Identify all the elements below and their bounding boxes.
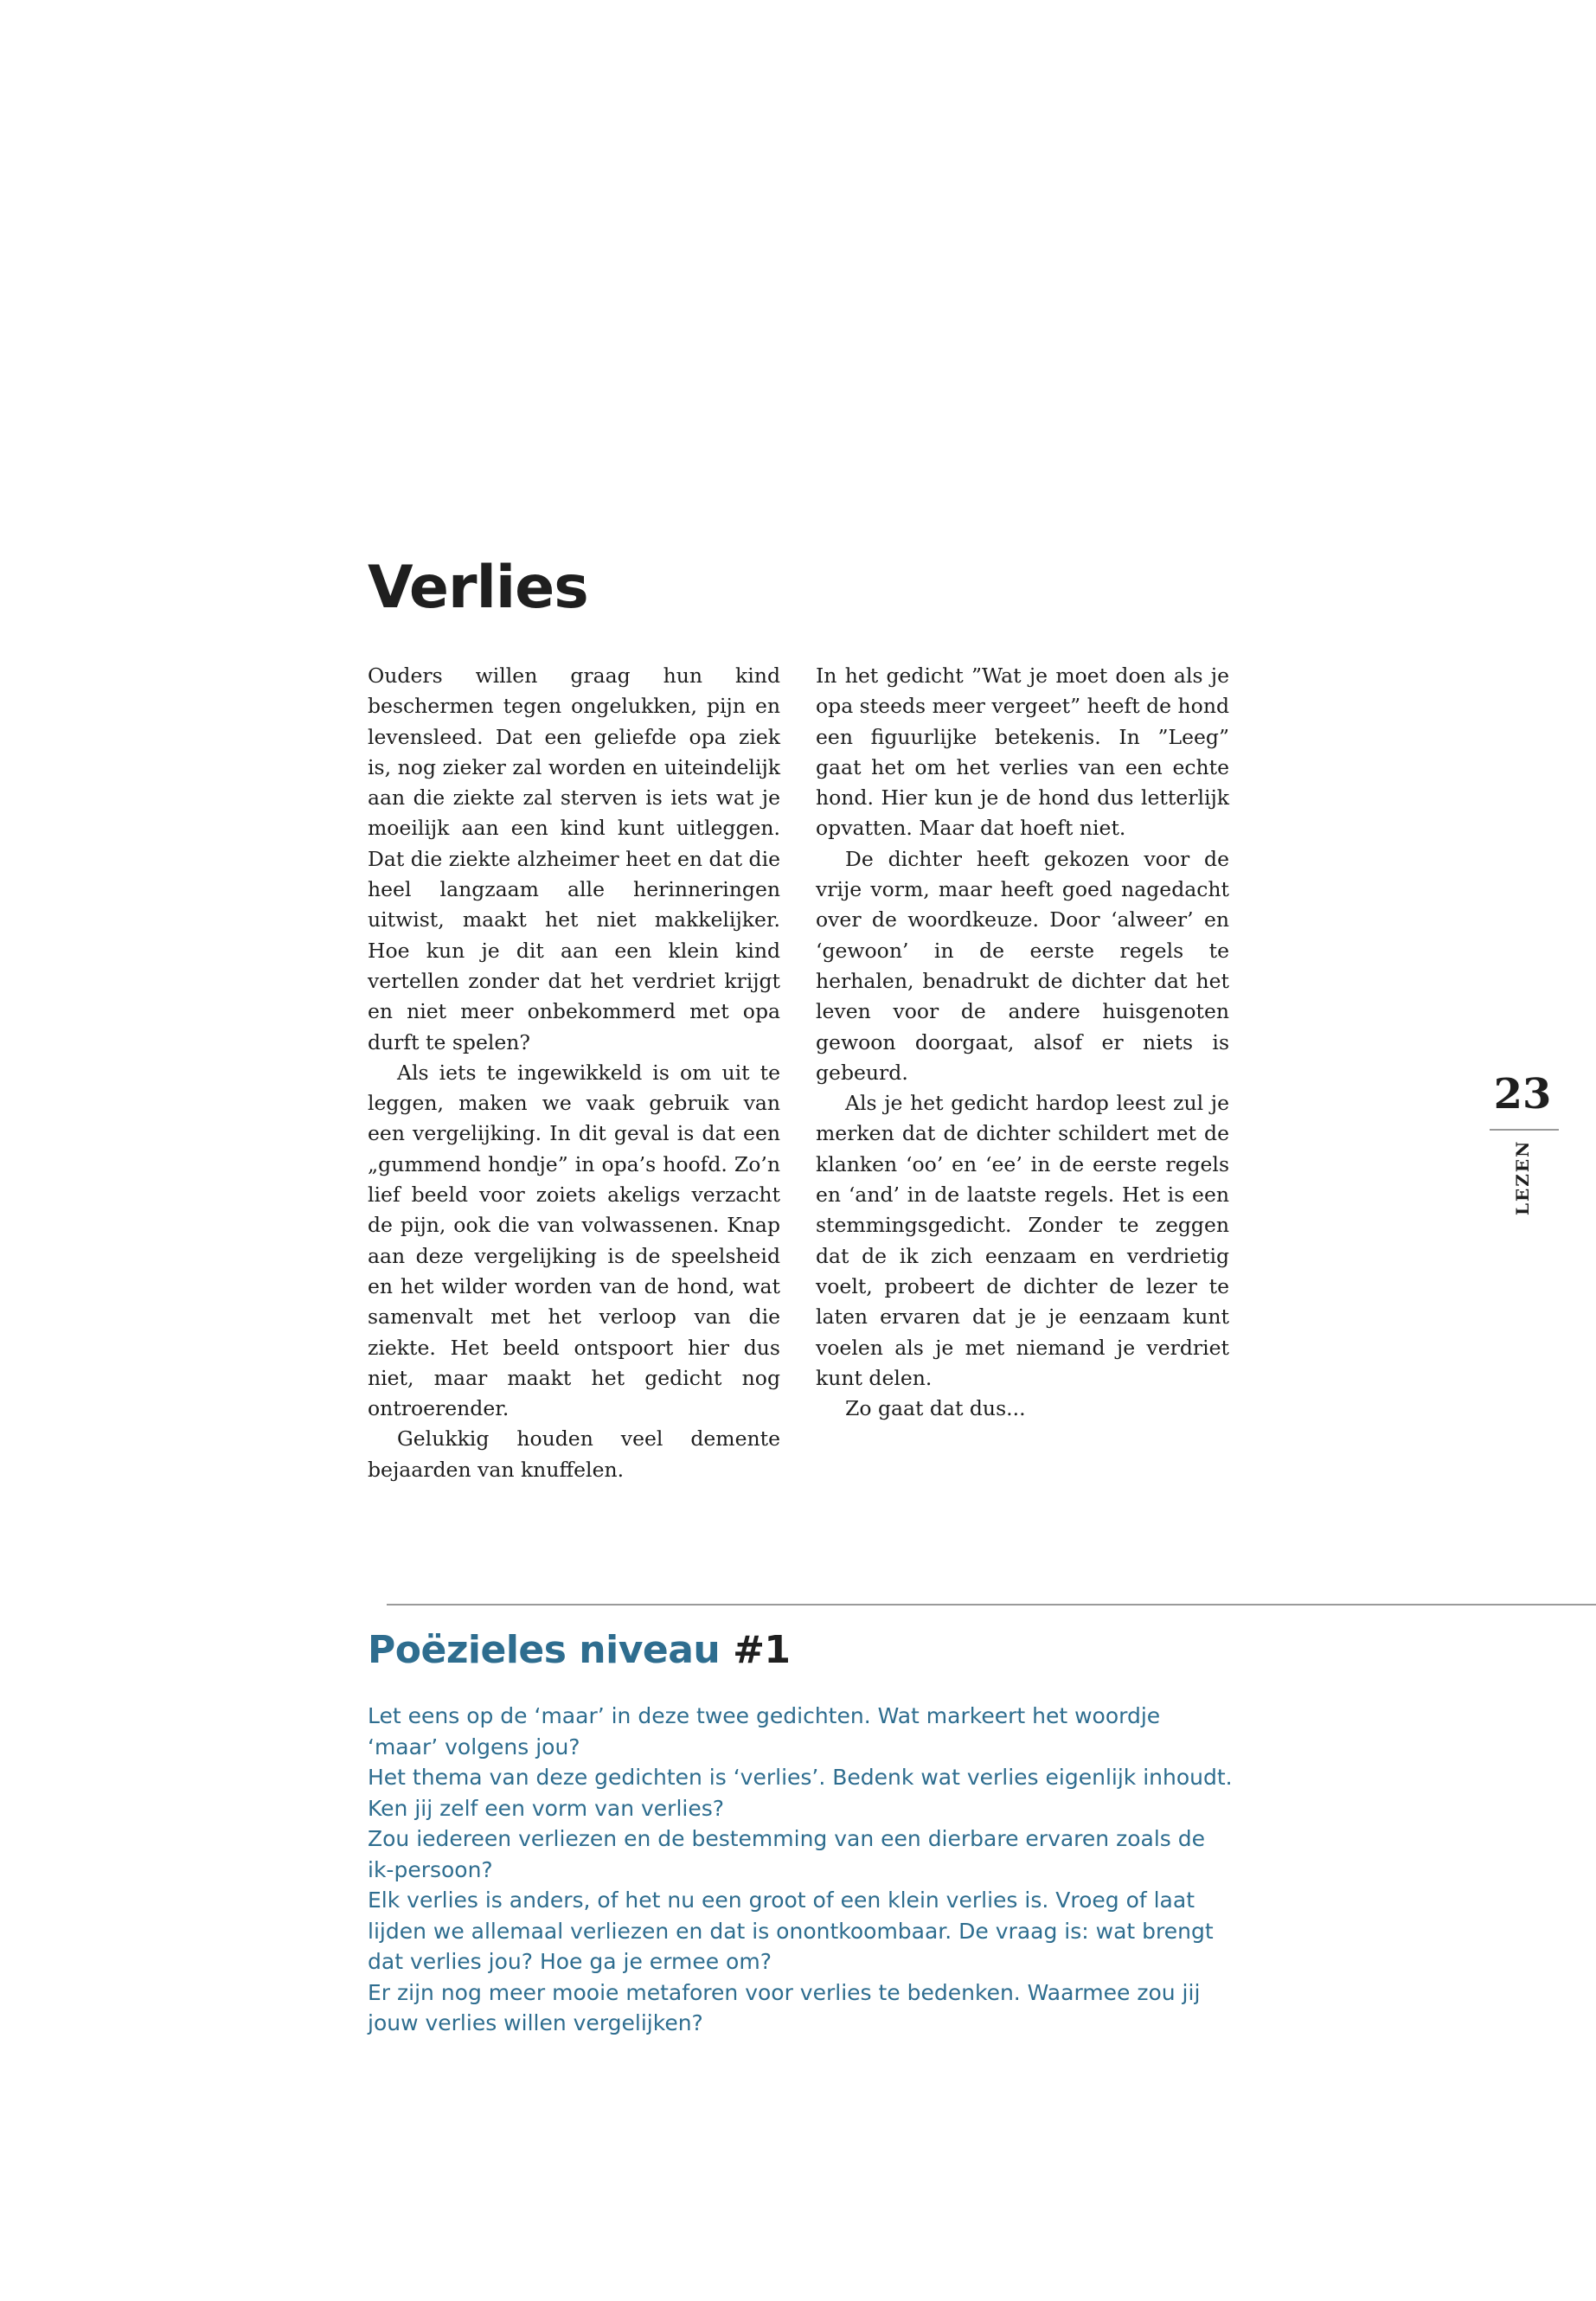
article-title: Verlies: [368, 554, 588, 622]
question-item: Zou iedereen verliezen en de bestemming van een dierbare ervaren zoals de ik-persoon?: [368, 1826, 1205, 1882]
paragraph: In het gedicht ”Wat je moet doen als je opa steeds meer vergeet” heeft de hond een figuurlijke betekenis. In ”Leeg” gaat het om het verlies van een echte hond. Hier kun je de hond dus letterlijk opvatten. Maar dat hoeft niet.: [816, 663, 1230, 841]
question-item: Let eens op de ‘maar’ in deze twee gedichten. Wat markeert het woordje ‘maar’ volgens jou?: [368, 1703, 1161, 1759]
section-label: LEZEN: [1512, 1139, 1533, 1215]
question-item: Er zijn nog meer mooie metaforen voor verlies te bedenken. Waarmee zou jij jouw verlies willen vergelijken?: [368, 1979, 1201, 2035]
question-item: Het thema van deze gedichten is ‘verlies’. Bedenk wat verlies eigenlijk inhoudt. Ken jij zelf een vorm van verlies?: [368, 1765, 1233, 1821]
article-right-column: [816, 661, 1229, 1424]
poetry-lesson-heading: [368, 1623, 791, 1678]
paragraph: De dichter heeft gekozen voor de vrije vorm, maar heeft goed nagedacht over de woordkeuze. Door ‘alweer’ en ‘gewoon’ in de eerste regels te herhalen, benadrukt de dichter dat het leven voor de andere huisgenoten gewoon doorgaat, alsof er niets is gebeurd.: [816, 846, 1229, 1085]
poetry-lesson-heading-main: Poëzieles niveau: [368, 1628, 721, 1672]
paragraph: Ouders willen graag hun kind beschermen tegen ongelukken, pijn en levensleed. Dat een geliefde opa ziek is, nog zieker zal worden en uiteindelijk aan die ziekte zal sterven is iets wat je moeilijk aan een kind kunt uitleggen. Dat die ziekte alzheimer heet en dat die heel langzaam alle herinneringen uitwist, maakt het niet makkelijker. Hoe kun je dit aan een klein kind vertellen zonder dat het verdriet krijgt en niet meer onbekommerd met opa durft te spelen?: [368, 663, 780, 1054]
page-number: 23: [1493, 1070, 1552, 1118]
page-number-rule: [1490, 1129, 1559, 1131]
paragraph: Zo gaat dat dus...: [845, 1396, 1026, 1421]
paragraph: Als je het gedicht hardop leest zul je merken dat de dichter schildert met de klanken ‘oo’ en ‘ee’ in de eerste regels en ‘and’ in de laatste regels. Het is een stemmingsgedicht. Zonder te zeggen dat de ik zich eenzaam en verdrietig voelt, probeert de dichter de lezer te laten ervaren dat je je eenzaam kunt voelen als je met niemand je verdriet kunt delen.: [816, 1091, 1229, 1390]
section-divider: [387, 1604, 1596, 1606]
question-item: Elk verlies is anders, of het nu een groot of een klein verlies is. Vroeg of laat lijden we allemaal verliezen en dat is onontkoombaar. De vraag is: wat brengt dat verlies jou? Hoe ga je ermee om?: [368, 1888, 1214, 1974]
paragraph: Als iets te ingewikkeld is om uit te leggen, maken we vaak gebruik van een vergelijking. In dit geval is dat een „gummend hondje” in opa’s hoofd. Zo’n lief beeld voor zoiets akeligs verzacht de pijn, ook die van volwassenen. Knap aan deze vergelijking is de speelsheid en het wilder worden van de hond, wat samenvalt met het verloop van die ziekte. Het beeld ontspoort hier dus niet, maar maakt het gedicht nog ontroerender.: [368, 1060, 780, 1421]
article-left-column: [368, 661, 780, 1485]
poetry-lesson-heading-number: #1: [733, 1628, 791, 1672]
poetry-lesson-questions: [368, 1701, 1233, 2039]
paragraph: Gelukkig houden veel demente bejaarden van knuffelen.: [368, 1426, 780, 1482]
